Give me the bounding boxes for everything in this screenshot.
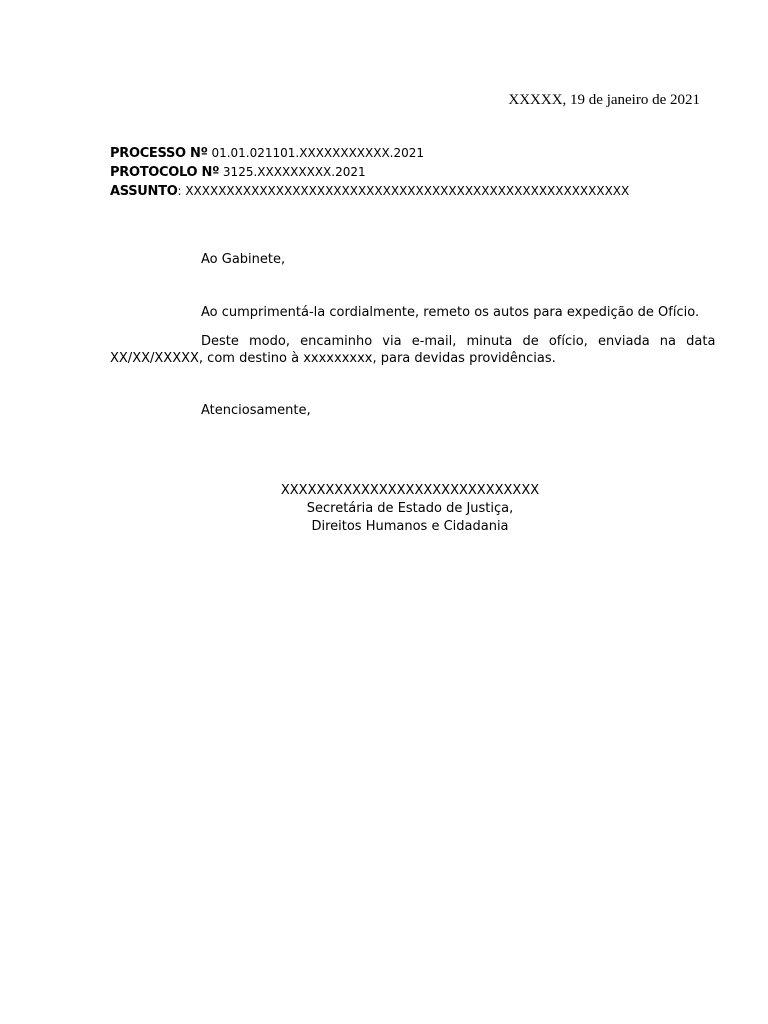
salutation: Ao Gabinete,: [201, 252, 286, 267]
processo-label: PROCESSO Nº: [110, 146, 208, 161]
signature-title-line-2: Direitos Humanos e Cidadania: [311, 519, 509, 534]
paragraph-1: Ao cumprimentá-la cordialmente, remeto os autos para expedição de Ofício.: [201, 305, 700, 320]
paragraph-2: [110, 333, 716, 367]
signature-name: XXXXXXXXXXXXXXXXXXXXXXXXXXXXX: [280, 483, 540, 498]
signature-title-line-1: Secretária de Estado de Justiça,: [306, 501, 514, 516]
date-line: XXXXX, 19 de janeiro de 2021: [508, 92, 700, 108]
protocolo-value: 3125.XXXXXXXXX.2021: [219, 165, 366, 179]
signature-block: [210, 482, 610, 536]
protocolo-label: PROTOCOLO Nº: [110, 165, 220, 180]
processo-line: [110, 144, 710, 163]
assunto-value: : XXXXXXXXXXXXXXXXXXXXXXXXXXXXXXXXXXXXXXXXXXXXXXXXXXXXXX: [177, 184, 630, 198]
processo-value: 01.01.021101.XXXXXXXXXXX.2021: [207, 146, 425, 160]
assunto-label: ASSUNTO: [110, 184, 178, 199]
paragraph-2-line-2: XX/XX/XXXXX, com destino à xxxxxxxxx, para devidas providências.: [110, 351, 556, 366]
assunto-line: [110, 182, 710, 201]
protocolo-line: [110, 163, 710, 182]
closing: Atenciosamente,: [201, 403, 311, 418]
paragraph-2-line-1: Deste modo, encaminho via e-mail, minuta de ofício, enviada na data: [201, 334, 716, 349]
document-header: [110, 144, 710, 201]
